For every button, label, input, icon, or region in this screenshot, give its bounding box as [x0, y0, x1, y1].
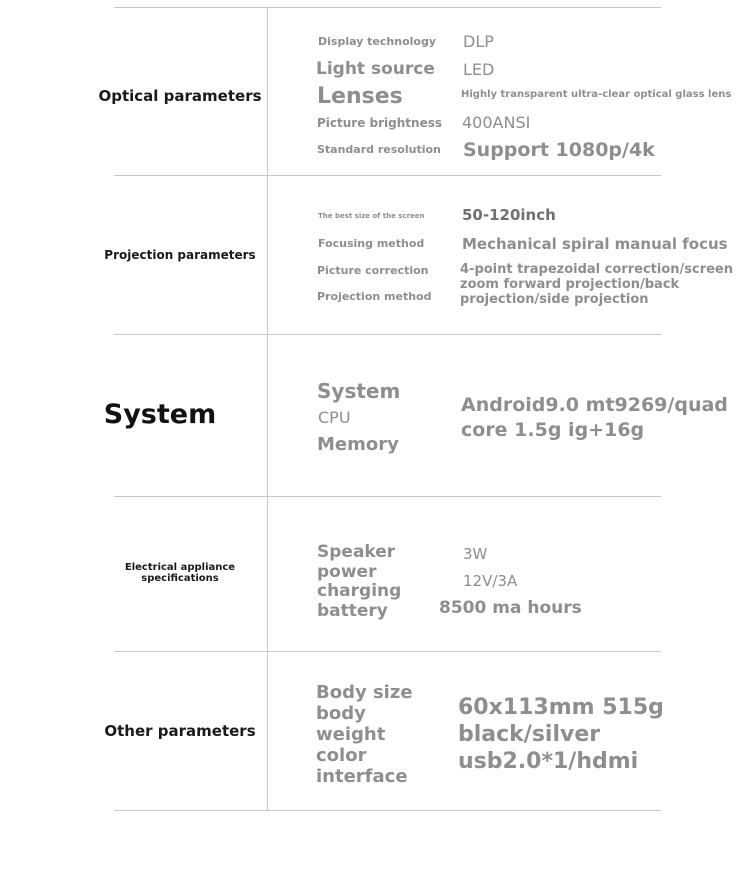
spec-label: Body size [316, 682, 413, 703]
spec-value: projection/side projection [460, 292, 649, 307]
spec-label: System [317, 379, 401, 403]
spec-label: weight [316, 724, 386, 745]
spec-value: LED [463, 60, 495, 79]
spec-label: Speaker [317, 542, 396, 562]
spec-label: body [316, 703, 366, 724]
spec-label: interface [316, 766, 408, 787]
spec-label: CPU [318, 408, 351, 427]
spec-value: 3W [463, 545, 488, 563]
divider-1 [114, 175, 661, 176]
divider-bottom [114, 810, 661, 811]
spec-value: zoom forward projection/back [460, 277, 680, 292]
section-title: Optical parameters [98, 87, 262, 105]
section-title: System [103, 399, 217, 430]
divider-3 [114, 496, 661, 497]
spec-value: 400ANSI [462, 113, 531, 132]
spec-label: Display technology [318, 35, 437, 48]
section-title: specifications [141, 573, 219, 584]
divider-top [114, 7, 661, 8]
spec-value: black/silver [458, 722, 601, 747]
section-title: Other parameters [104, 722, 256, 740]
spec-value: DLP [463, 32, 494, 51]
spec-label: Memory [317, 434, 399, 455]
spec-label: Picture brightness [317, 116, 442, 130]
spec-label: Focusing method [318, 237, 425, 250]
spec-value: Mechanical spiral manual focus [462, 235, 728, 253]
spec-label: Picture correction [317, 264, 429, 277]
spec-value: Android9.0 mt9269/quad [461, 394, 728, 416]
spec-value: 4-point trapezoidal correction/screen [460, 262, 733, 277]
spec-value: 12V/3A [463, 572, 518, 590]
spec-label: Standard resolution [317, 143, 441, 156]
spec-label: charging [317, 581, 402, 601]
spec-label: power [317, 562, 377, 582]
spec-label: Lenses [317, 84, 403, 109]
section-title: Electrical appliance [124, 562, 236, 573]
spec-label: color [316, 745, 367, 766]
spec-label: The best size of the screen [318, 212, 425, 220]
divider-4 [114, 651, 661, 652]
section-title: Projection parameters [104, 248, 256, 262]
column-divider [267, 7, 268, 810]
spec-value: core 1.5g ig+16g [461, 419, 645, 441]
spec-label: Projection method [317, 290, 432, 303]
spec-value: Support 1080p/4k [463, 139, 655, 161]
spec-label: battery [317, 601, 388, 621]
spec-value: 60x113mm 515g [458, 695, 664, 720]
divider-2 [114, 334, 661, 335]
spec-value: 50-120inch [462, 206, 556, 224]
spec-value: Highly transparent ultra-clear optical glass lens [461, 89, 732, 100]
spec-label: Light source [316, 59, 435, 79]
spec-value: 8500 ma hours [439, 598, 582, 618]
spec-value: usb2.0*1/hdmi [458, 749, 639, 774]
